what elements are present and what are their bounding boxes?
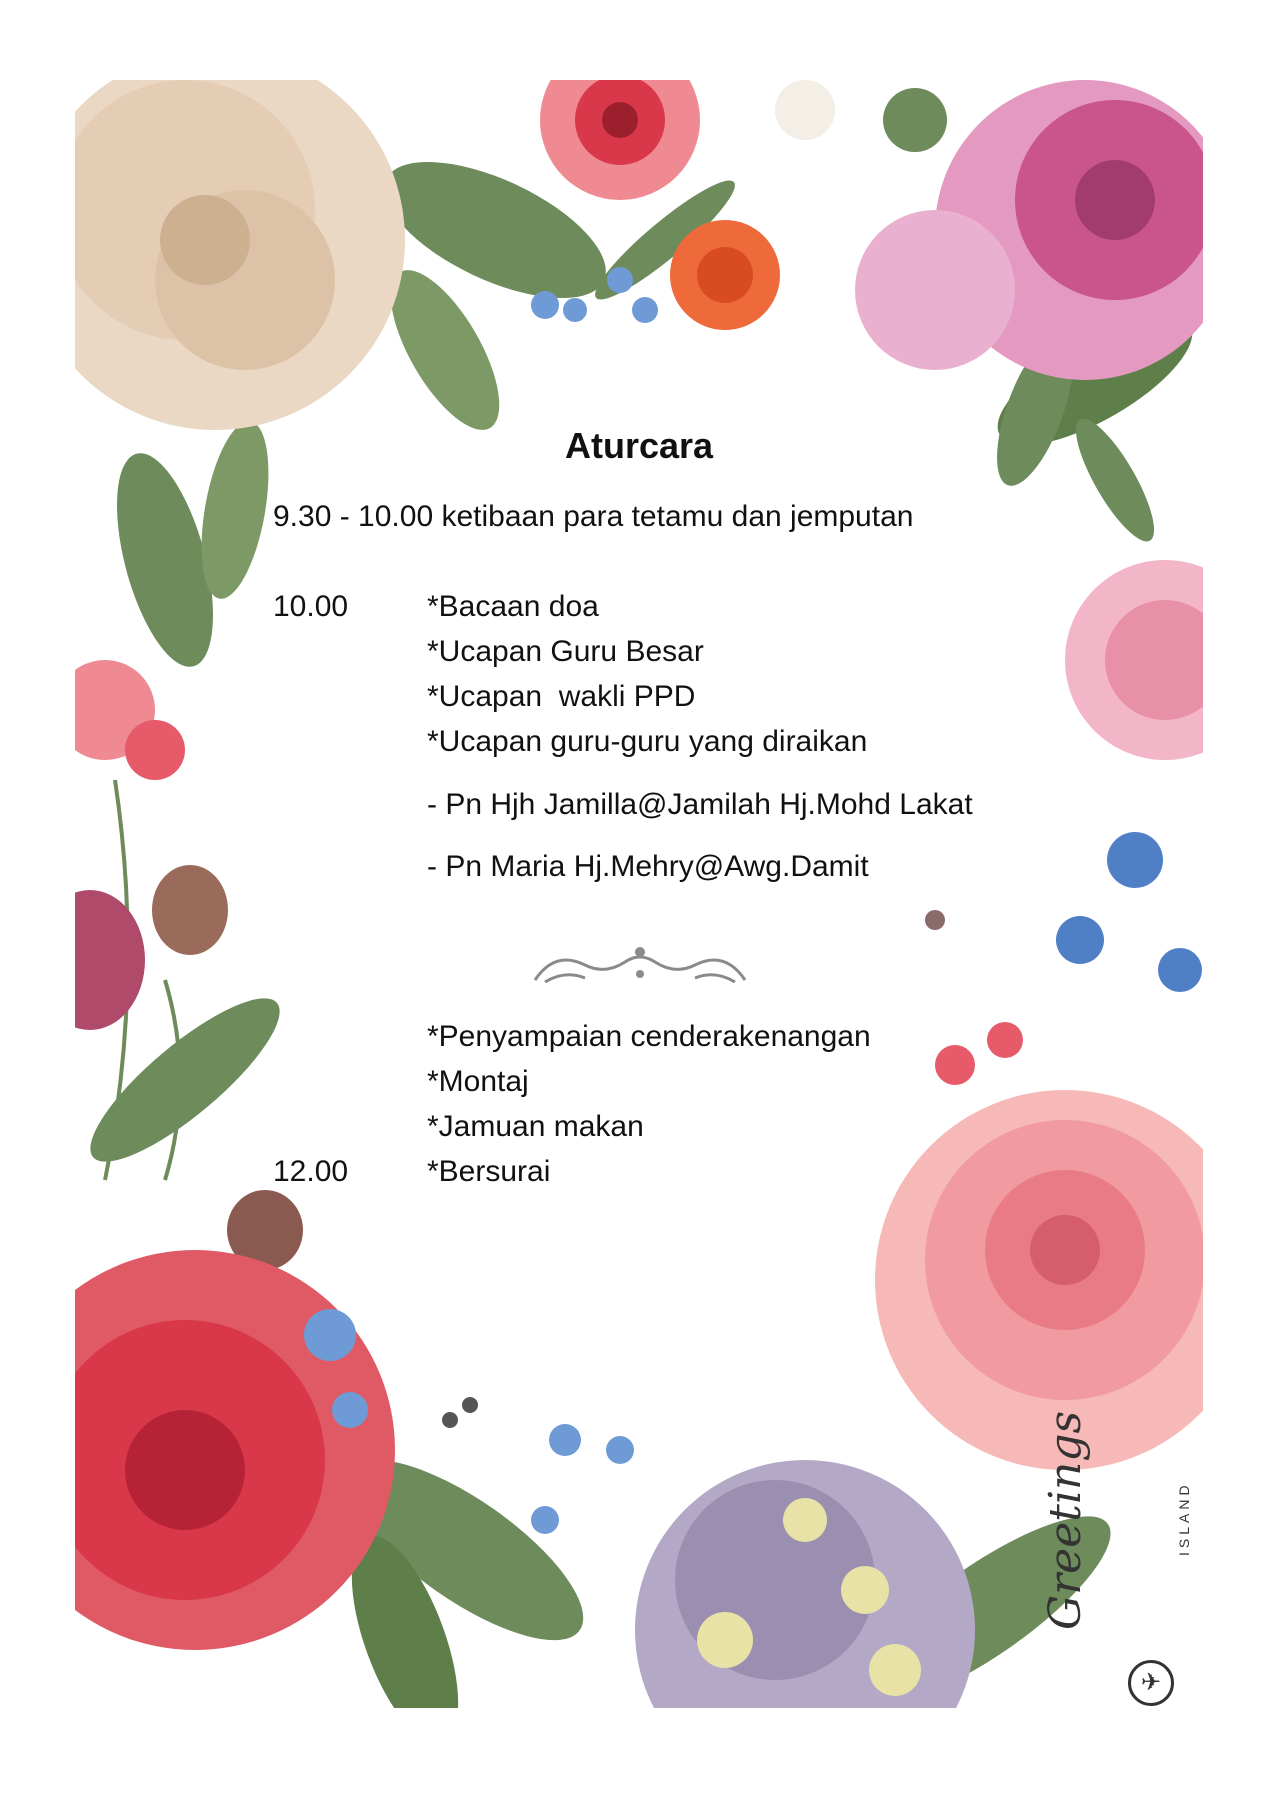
honoree-item: - Pn Maria Hj.Mehry@Awg.Damit (427, 850, 869, 883)
invitation-card (75, 80, 1203, 1708)
program-content (75, 80, 1203, 1708)
watermark-brand: Greetings (1040, 1410, 1091, 1630)
program-item: *Bacaan doa (427, 590, 599, 623)
arrival-line: 9.30 - 10.00 ketibaan para tetamu dan jemputan (273, 500, 914, 533)
program-time: 10.00 (273, 590, 349, 623)
page-title: Aturcara (564, 425, 714, 466)
program-item: *Ucapan guru-guru yang diraikan (427, 725, 868, 758)
program-item: *Ucapan wakli PPD (427, 680, 696, 713)
program-item: *Penyampaian cenderakenangan (427, 1020, 871, 1053)
program-item: *Bersurai (427, 1155, 551, 1188)
program-time: 12.00 (273, 1155, 349, 1188)
watermark-logo-icon: ✈ (1128, 1660, 1174, 1706)
ornament-divider (525, 940, 755, 1000)
program-item: *Montaj (427, 1065, 529, 1098)
program-item: *Jamuan makan (427, 1110, 644, 1143)
watermark-sub: ISLAND (1176, 1481, 1192, 1556)
program-item: *Ucapan Guru Besar (427, 635, 704, 668)
honoree-item: - Pn Hjh Jamilla@Jamilah Hj.Mohd Lakat (427, 788, 973, 821)
